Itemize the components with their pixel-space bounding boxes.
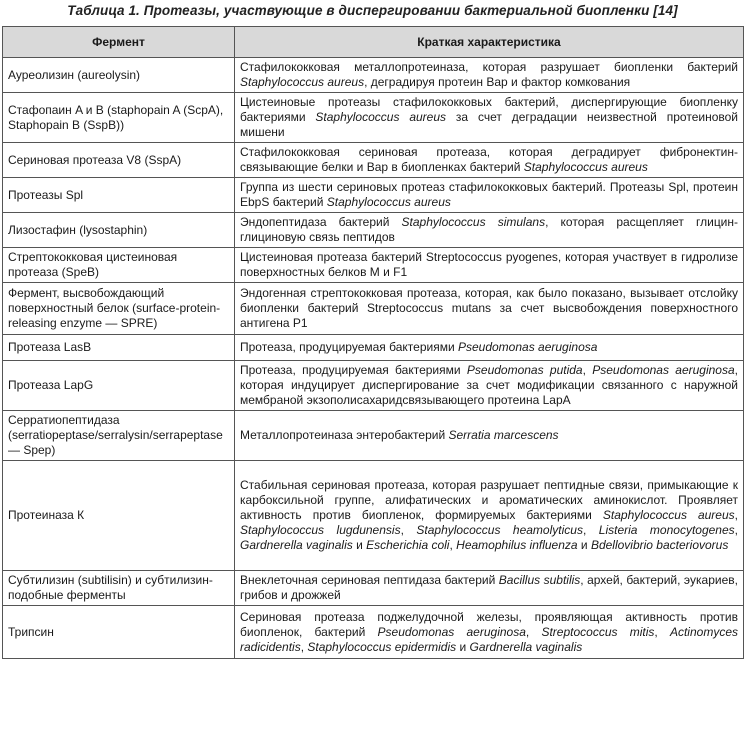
description-text: Сериновая протеаза поджелудочной железы, проявляющая активность против биопленок, бактерий (240, 609, 738, 639)
species-name: Actinomyces radicidentis (240, 624, 738, 654)
species-name: Gardnerella vaginalis (469, 639, 583, 654)
enzyme-description-cell (235, 571, 744, 606)
description-text: за счет деградации неизвестной протеиновой мишени (240, 110, 739, 139)
enzyme-description-cell (235, 178, 744, 213)
description-text: , (525, 624, 542, 639)
description-text: Протеаза, продуцируемая бактериями (240, 363, 467, 377)
description-text: Стафилококковая сериновая протеаза, которая деградирует фибронектин-связывающие белки и Bap в биопленках бактерий (240, 145, 738, 174)
description-text: Стабильная сериновая протеаза, которая разрушает пептидные связи, примыкающие к карбоксильной группе, алифатических и ароматических аминокислот. Проявляет активность против биопленок, формируемых бактериями (240, 478, 738, 522)
enzyme-description-cell (235, 335, 744, 361)
description-text: и (352, 538, 367, 552)
species-name: Staphylococcus simulans (401, 215, 546, 229)
description-text: Цистеиновые протеазы стафилококковых бактерий, диспергирующие биопленку бактериями (240, 95, 738, 124)
description-text: , (400, 523, 417, 537)
species-name: Listeria monocytogenes (598, 523, 735, 537)
species-name: Pseudomonas aeruginosa (377, 624, 526, 639)
enzyme-description-cell (235, 411, 744, 461)
header-enzyme: Фермент (3, 27, 235, 58)
description-text: Металлопротеиназа энтеробактерий (240, 428, 449, 442)
enzyme-description-cell (235, 461, 744, 571)
species-name: Serratia marcescens (448, 428, 559, 442)
species-name: Escherichia coli (366, 538, 450, 552)
species-name: Staphylococcus aureus (523, 160, 648, 174)
enzyme-name-cell: Сериновая протеаза V8 (SspA) (3, 143, 235, 178)
table-row (3, 335, 744, 361)
table-row (3, 411, 744, 461)
table-header-row (3, 27, 744, 58)
table-row (3, 283, 744, 335)
description-text: , архей, бактерий, эукариев, грибов и дрожжей (240, 573, 738, 602)
enzyme-name-cell: Трипсин (3, 606, 235, 659)
enzyme-name-cell: Стрептококковая цистеиновая протеаза (SpeB) (3, 248, 235, 283)
enzyme-name-cell: Субтилизин (subtilisin) и субтилизин-подобные ферменты (3, 571, 235, 606)
enzyme-description-cell (235, 283, 744, 335)
description-text: Протеаза, продуцируемая бактериями (240, 340, 458, 354)
table-row (3, 143, 744, 178)
description-text: , (734, 523, 738, 537)
species-name: Pseudomonas aeruginosa (592, 363, 735, 377)
species-name: Heamophilus influenza (456, 538, 578, 552)
enzyme-name-cell: Протеаза LasB (3, 335, 235, 361)
enzyme-name-cell: Стафопаин A и B (staphopain A (ScpA), Staphopain B (SspB)) (3, 93, 235, 143)
table-caption: Таблица 1. Протеазы, участвующие в диспергировании бактериальной биопленки [14] (67, 3, 678, 18)
enzyme-name-cell: Протеиназа К (3, 461, 235, 571)
table-row (3, 248, 744, 283)
description-text: , которая расщепляет глицин-глициновую связь пептидов (240, 215, 739, 244)
species-name: Gardnerella vaginalis (240, 538, 353, 552)
table-row (3, 178, 744, 213)
description-text: , (582, 363, 593, 377)
enzyme-description-cell (235, 361, 744, 411)
species-name: Staphylococcus aureus (326, 195, 451, 209)
description-text: , (654, 624, 670, 639)
enzyme-name-cell: Фермент, высвобождающий поверхностный белок (surface-protein-releasing enzyme — SPRE) (3, 283, 235, 335)
species-name: Bacillus subtilis (498, 573, 581, 587)
enzyme-description-cell (235, 606, 744, 659)
description-text: , (582, 523, 599, 537)
species-name: Staphylococcus epidermidis (307, 639, 457, 654)
species-name: Bdellovibrio bacteriovorus (590, 538, 729, 552)
enzyme-description-cell (235, 248, 744, 283)
species-name: Streptococcus mitis (541, 624, 655, 639)
header-description: Краткая характеристика (235, 27, 744, 58)
table-row (3, 571, 744, 606)
description-text: , (734, 508, 738, 522)
table-body (3, 58, 744, 659)
table-row (3, 461, 744, 571)
description-text: Эндопептидаза бактерий (240, 215, 402, 229)
table-row (3, 93, 744, 143)
table-row (3, 606, 744, 659)
description-text: , деградируя протеин Bap и фактор комкования (364, 75, 631, 89)
description-text: Стафилококковая металлопротеиназа, которая разрушает биопленки бактерий (240, 60, 738, 74)
enzyme-name-cell: Ауреолизин (aureolysin) (3, 58, 235, 93)
species-name: Staphylococcus heamolyticus (416, 523, 583, 537)
description-text: , (449, 538, 457, 552)
description-text: Группа из шести сериновых протеаз стафилококковых бактерий. Протеазы Spl, протеин EbpS бактерий (240, 180, 738, 209)
enzyme-name-cell: Лизостафин (lysostaphin) (3, 213, 235, 248)
species-name: Pseudomonas putida (466, 363, 583, 377)
description-text: Внеклеточная сериновая пептидаза бактерий (240, 573, 499, 587)
enzyme-name-cell: Серратиопептидаза (serratiopeptase/serralysin/serrapeptase — Spep) (3, 411, 235, 461)
description-text: , (300, 639, 308, 654)
description-text: и (577, 538, 591, 552)
table-row (3, 361, 744, 411)
species-name: Staphylococcus aureus (240, 75, 365, 89)
table-row (3, 213, 744, 248)
species-name: Staphylococcus aureus (602, 508, 735, 522)
description-text: Эндогенная стрептококковая протеаза, которая, как было показано, вызывает отслойку биопленки бактерий Streptococcus mutans за счет высвобождения поверхностного антигена P1 (240, 286, 738, 330)
description-text: Цистеиновая протеаза бактерий Streptococcus pyogenes, которая участвует в гидролизе поверхностных белков M и F1 (240, 250, 738, 279)
protease-table (2, 26, 744, 659)
description-text: , которая индуцирует диспергирование за счет модификации связанного с наружной мембраной экзополисахаридсвязывающего протеина LapA (240, 363, 738, 407)
enzyme-name-cell: Протеазы Spl (3, 178, 235, 213)
enzyme-name-cell: Протеаза LapG (3, 361, 235, 411)
species-name: Staphylococcus lugdunensis (240, 523, 401, 537)
table-row (3, 58, 744, 93)
description-text: и (456, 639, 470, 654)
enzyme-description-cell (235, 143, 744, 178)
species-name: Pseudomonas aeruginosa (457, 340, 598, 354)
enzyme-description-cell (235, 93, 744, 143)
enzyme-description-cell (235, 58, 744, 93)
species-name: Staphylococcus aureus (315, 110, 447, 124)
enzyme-description-cell (235, 213, 744, 248)
